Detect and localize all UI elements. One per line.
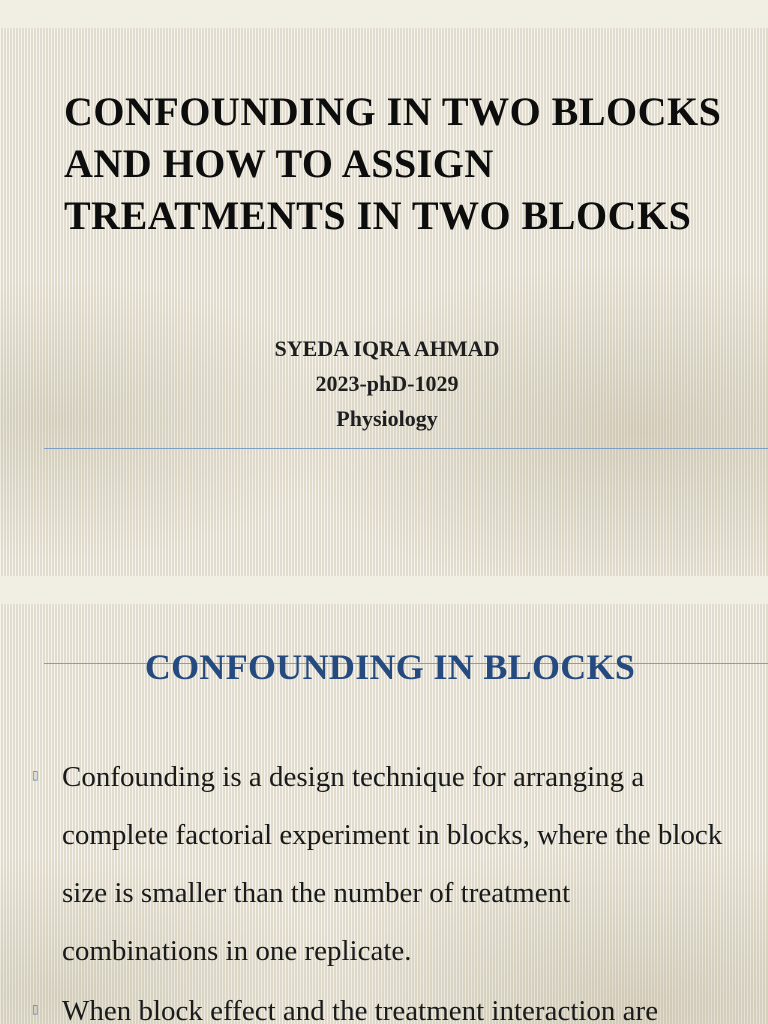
- slide-1-title: CONFOUNDING IN TWO BLOCKS AND HOW TO ASSIGN TREATMENTS IN TWO BLOCKS: [64, 89, 722, 238]
- list-item: [0, 982, 768, 1024]
- student-id: 2023-phD-1029: [315, 371, 459, 396]
- divider-line: [44, 448, 768, 449]
- list-item: [0, 748, 768, 980]
- slide-2: [0, 576, 768, 1024]
- slide-1-subtitle: [0, 331, 768, 436]
- box-bullet-icon: ▯: [32, 768, 39, 782]
- bullet-text: When block effect and the treatment interaction are: [62, 995, 659, 1024]
- box-bullet-icon: ▯: [32, 1002, 39, 1016]
- slide-top-band: [0, 0, 768, 28]
- author-name: SYEDA IQRA AHMAD: [274, 336, 500, 361]
- bullet-text: Confounding is a design technique for arranging a complete factorial experiment in blocks, where the block size is smaller than the number of treatment combinations in one replicate.: [62, 761, 723, 967]
- department: Physiology: [336, 406, 438, 431]
- bullet-list: [0, 748, 768, 1024]
- slide-top-band: [0, 576, 768, 604]
- slide-2-title: CONFOUNDING IN BLOCKS: [144, 647, 636, 687]
